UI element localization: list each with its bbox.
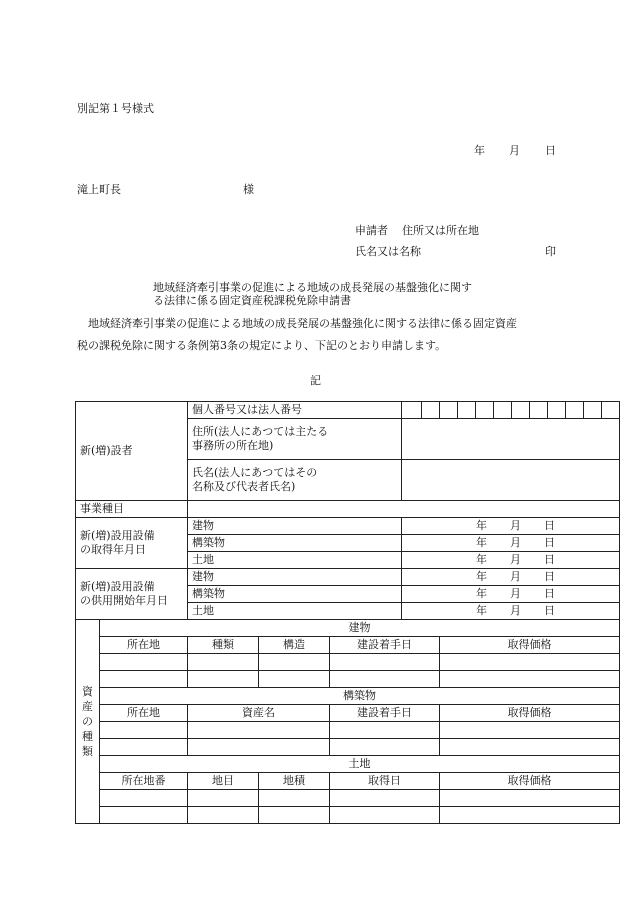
addressee-name: 滝上町長 xyxy=(77,183,121,196)
building-header-price: 取得価格 xyxy=(440,637,620,654)
building-cell[interactable] xyxy=(259,671,330,688)
installer-name-label: 氏名(法人にあつてはその 名称及び代表者氏名) xyxy=(188,460,402,501)
building-cell[interactable] xyxy=(259,654,330,671)
building-header-start-date: 建設着手日 xyxy=(330,637,440,654)
asset-type-label xyxy=(76,620,100,824)
start-land-label: 土地 xyxy=(188,603,402,620)
business-type-field[interactable] xyxy=(188,501,620,518)
application-table xyxy=(75,401,620,824)
building-cell[interactable] xyxy=(100,654,188,671)
structure-header-asset-name: 資産名 xyxy=(188,705,330,722)
applicant-address-label: 住所又は所在地 xyxy=(402,224,479,237)
form-number: 別記第１号様式 xyxy=(77,102,154,115)
building-cell[interactable] xyxy=(188,654,259,671)
start-date-label: 新(増)設用設備 の供用開始年月日 xyxy=(76,569,188,620)
document-title-line-1: 地域経済牽引事業の促進による地域の成長発展の基盤強化に関す xyxy=(153,281,472,294)
land-header-category: 地目 xyxy=(188,773,259,790)
building-cell[interactable] xyxy=(440,654,620,671)
installer-address-field[interactable] xyxy=(402,419,620,460)
start-building-date[interactable]: 年 月 日 xyxy=(402,569,620,586)
land-cell[interactable] xyxy=(100,790,188,807)
id-digit-cell[interactable] xyxy=(584,402,602,419)
date-day: 日 xyxy=(545,144,556,157)
ki-heading: 記 xyxy=(310,374,321,387)
land-cell[interactable] xyxy=(440,807,620,824)
land-cell[interactable] xyxy=(188,807,259,824)
body-line-1: 地域経済牽引事業の促進による地域の成長発展の基盤強化に関する法律に係る固定資産 xyxy=(77,317,517,330)
asset-type-vertical-text: 資 産 の 種 類 xyxy=(82,685,93,758)
body-line-2: 税の課税免除に関する条例第3条の規定により、下記のとおり申請します。 xyxy=(77,339,447,352)
structure-header-start-date: 建設着手日 xyxy=(330,705,440,722)
structure-cell[interactable] xyxy=(330,722,440,739)
applicant-name-label: 氏名又は名称 xyxy=(355,245,421,258)
building-cell[interactable] xyxy=(330,654,440,671)
land-header-area: 地積 xyxy=(259,773,330,790)
acquisition-date-label: 新(増)設用設備 の取得年月日 xyxy=(76,518,188,569)
structure-cell[interactable] xyxy=(440,722,620,739)
land-section-title: 土地 xyxy=(100,756,620,773)
id-digit-cell[interactable] xyxy=(494,402,512,419)
structure-cell[interactable] xyxy=(440,739,620,756)
id-digit-cell[interactable] xyxy=(440,402,458,419)
structure-section-title: 構築物 xyxy=(100,688,620,705)
document-title-line-2: る法律に係る固定資産税課税免除申請書 xyxy=(153,294,351,307)
id-number-label: 個人番号又は法人番号 xyxy=(188,402,402,419)
structure-cell[interactable] xyxy=(188,739,330,756)
building-header-kind: 種類 xyxy=(188,637,259,654)
land-cell[interactable] xyxy=(440,790,620,807)
acq-land-date[interactable]: 年 月 日 xyxy=(402,552,620,569)
structure-cell[interactable] xyxy=(330,739,440,756)
installer-name-field[interactable] xyxy=(402,460,620,501)
date-year: 年 xyxy=(474,144,485,157)
land-cell[interactable] xyxy=(330,807,440,824)
id-digit-cell[interactable] xyxy=(422,402,440,419)
acq-structure-label: 構築物 xyxy=(188,535,402,552)
land-cell[interactable] xyxy=(330,790,440,807)
land-cell[interactable] xyxy=(259,790,330,807)
building-cell[interactable] xyxy=(188,671,259,688)
installer-address-label: 住所(法人にあつては主たる 事務所の所在地) xyxy=(188,419,402,460)
building-cell[interactable] xyxy=(100,671,188,688)
start-building-label: 建物 xyxy=(188,569,402,586)
start-land-date[interactable]: 年 月 日 xyxy=(402,603,620,620)
structure-cell[interactable] xyxy=(100,722,188,739)
structure-header-location: 所在地 xyxy=(100,705,188,722)
acq-building-date[interactable]: 年 月 日 xyxy=(402,518,620,535)
acq-land-label: 土地 xyxy=(188,552,402,569)
building-section-title: 建物 xyxy=(100,620,620,637)
land-header-price: 取得価格 xyxy=(440,773,620,790)
applicant-label: 申請者 xyxy=(355,224,388,237)
id-digit-cell[interactable] xyxy=(548,402,566,419)
acq-structure-date[interactable]: 年 月 日 xyxy=(402,535,620,552)
building-cell[interactable] xyxy=(330,671,440,688)
building-header-structure: 構造 xyxy=(259,637,330,654)
land-cell[interactable] xyxy=(188,790,259,807)
structure-cell[interactable] xyxy=(100,739,188,756)
building-cell[interactable] xyxy=(440,671,620,688)
date-month: 月 xyxy=(509,144,520,157)
id-digit-cell[interactable] xyxy=(512,402,530,419)
start-structure-label: 構築物 xyxy=(188,586,402,603)
land-header-acquisition-date: 取得日 xyxy=(330,773,440,790)
land-cell[interactable] xyxy=(259,807,330,824)
start-structure-date[interactable]: 年 月 日 xyxy=(402,586,620,603)
addressee-honorific: 様 xyxy=(243,183,254,196)
id-digit-cell[interactable] xyxy=(602,402,620,419)
structure-header-price: 取得価格 xyxy=(440,705,620,722)
id-digit-cell[interactable] xyxy=(402,402,422,419)
id-digit-cell[interactable] xyxy=(566,402,584,419)
id-digit-cell[interactable] xyxy=(458,402,476,419)
structure-cell[interactable] xyxy=(188,722,330,739)
land-cell[interactable] xyxy=(100,807,188,824)
id-digit-cell[interactable] xyxy=(476,402,494,419)
installer-label: 新(増)設者 xyxy=(76,402,188,501)
acq-building-label: 建物 xyxy=(188,518,402,535)
seal-mark: 印 xyxy=(545,245,556,258)
building-header-location: 所在地 xyxy=(100,637,188,654)
business-type-label: 事業種目 xyxy=(76,501,188,518)
land-header-lot-number: 所在地番 xyxy=(100,773,188,790)
id-digit-cell[interactable] xyxy=(530,402,548,419)
